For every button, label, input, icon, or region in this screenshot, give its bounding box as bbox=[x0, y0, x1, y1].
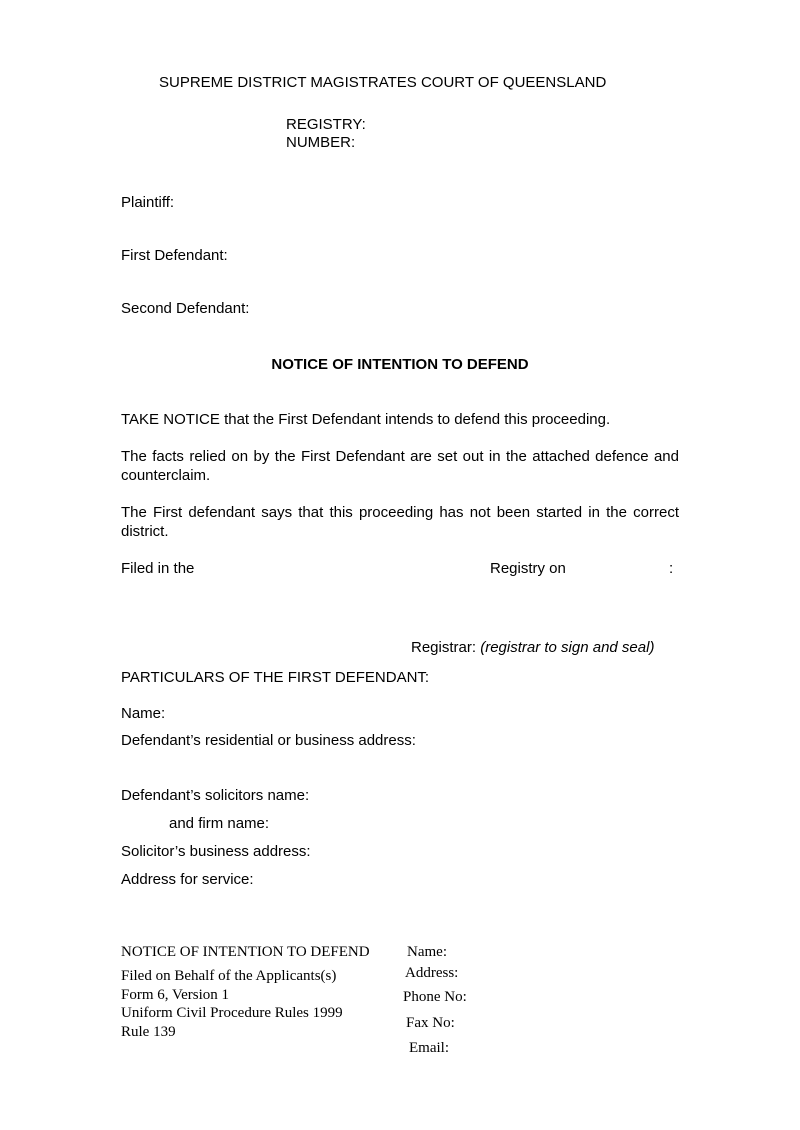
footer-form-version: Form 6, Version 1 bbox=[121, 987, 230, 1003]
registry-on-label: Registry on bbox=[490, 560, 566, 577]
defendant-address-label: Defendant’s residential or business address: bbox=[121, 732, 416, 749]
footer-rule-number: Rule 139 bbox=[121, 1024, 176, 1040]
registrar-label: Registrar: bbox=[411, 639, 477, 656]
address-for-service-label: Address for service: bbox=[121, 871, 254, 888]
court-title: SUPREME DISTRICT MAGISTRATES COURT OF QUEENSLAND bbox=[159, 74, 607, 91]
footer-email-label: Email: bbox=[409, 1040, 449, 1056]
footer-phone-label: Phone No: bbox=[403, 989, 467, 1005]
registrar-line bbox=[411, 638, 654, 657]
footer-form-title: NOTICE OF INTENTION TO DEFEND bbox=[121, 944, 370, 960]
plaintiff-label: Plaintiff: bbox=[121, 194, 175, 211]
date-colon: : bbox=[669, 560, 674, 577]
filed-in-label: Filed in the bbox=[121, 560, 195, 577]
particulars-heading: PARTICULARS OF THE FIRST DEFENDANT: bbox=[121, 669, 430, 686]
footer-filed-on-behalf: Filed on Behalf of the Applicants(s) bbox=[121, 968, 337, 984]
defendant-name-label: Name: bbox=[121, 705, 166, 722]
footer-fax-label: Fax No: bbox=[406, 1015, 455, 1031]
registry-label: REGISTRY: bbox=[286, 116, 366, 133]
firm-name-label: and firm name: bbox=[169, 815, 270, 832]
solicitors-name-label: Defendant’s solicitors name: bbox=[121, 787, 310, 804]
registrar-note: (registrar to sign and seal) bbox=[480, 639, 655, 656]
second-defendant-label: Second Defendant: bbox=[121, 300, 250, 317]
paragraph-facts-relied-on: The facts relied on by the First Defendant are set out in the attached defence and counterclaim. bbox=[121, 448, 679, 484]
footer-name-label: Name: bbox=[407, 944, 447, 960]
paragraph-take-notice: TAKE NOTICE that the First Defendant intends to defend this proceeding. bbox=[121, 411, 611, 428]
document-title: NOTICE OF INTENTION TO DEFEND bbox=[271, 356, 529, 373]
first-defendant-label: First Defendant: bbox=[121, 247, 228, 264]
solicitor-business-address-label: Solicitor’s business address: bbox=[121, 843, 311, 860]
paragraph-correct-district: The First defendant says that this proceeding has not been started in the correct district. bbox=[121, 504, 679, 540]
number-label: NUMBER: bbox=[286, 134, 356, 151]
footer-rules: Uniform Civil Procedure Rules 1999 bbox=[121, 1005, 343, 1021]
footer-address-label: Address: bbox=[405, 965, 459, 981]
